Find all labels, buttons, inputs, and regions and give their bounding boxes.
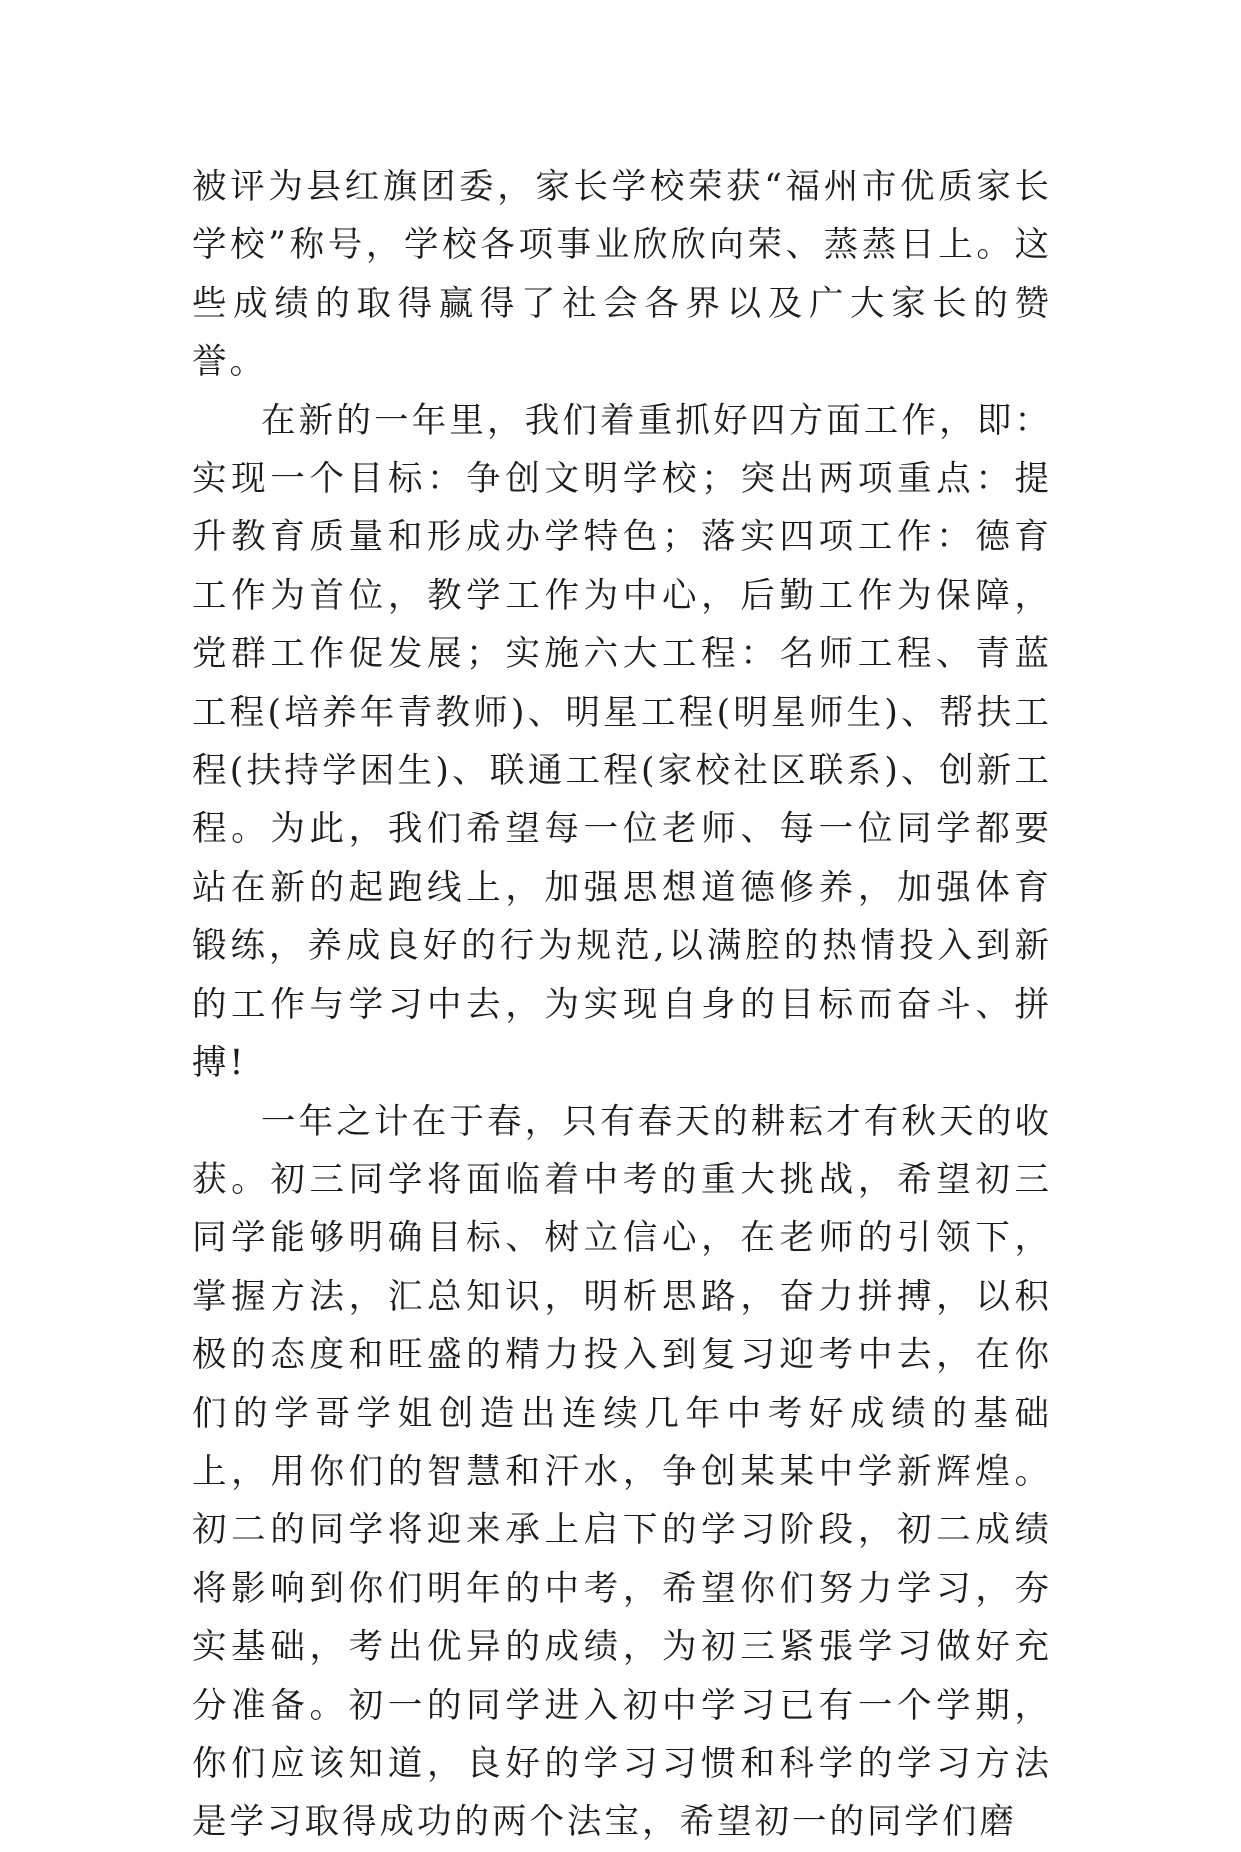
- paragraph-continued: 被评为县红旗团委，家长学校荣获“福州市优质家长学校”称号，学校各项事业欣欣向荣、蒸蒸日上。这些成绩的取得赢得了社会各界以及广大家长的赞誉。: [192, 167, 1052, 383]
- paragraph-spring-plan: 一年之计在于春，只有春天的耕耘才有秋天的收获。初三同学将面临着中考的重大挑战，希望初三同学能够明确目标、树立信心，在老师的引领下，掌握方法，汇总知识，明析思路，奋力拼搏，以积极的态度和旺盛的精力投入到复习迎考中去，在你们的学哥学姐创造出连续几年中考好成绩的基础上，用你们的智慧和汗水，争创某某中学新辉煌。初二的同学将迎来承上启下的学习阶段，初二成绩将影响到你们明年的中考，希望你们努力学习，夯实基础，考出优异的成绩，为初三紧張学习做好充分准备。初一的同学进入初中学习已有一个学期，你们应该知道，良好的学习习惯和科学的学习方法是学习取得成功的两个法宝，希望初一的同学们磨: [192, 1101, 1052, 1843]
- document-body: [192, 158, 1052, 1852]
- paragraph-new-year-work: 在新的一年里，我们着重抓好四方面工作，即：实现一个目标：争创文明学校；突出两项重点：提升教育质量和形成办学特色；落实四项工作：德育工作为首位，教学工作为中心，后勤工作为保障，党群工作促发展；实施六大工程：名师工程、青蓝工程(培养年青教师)、明星工程(明星师生)、帮扶工程(扶持学困生)、联通工程(家校社区联系)、创新工程。为此，我们希望每一位老师、每一位同学都要站在新的起跑线上，加强思想道德修养，加强体育锻练，养成良好的行为规范,以满腔的热情投入到新的工作与学习中去，为实现自身的目标而奋斗、拼搏!: [192, 400, 1052, 1084]
